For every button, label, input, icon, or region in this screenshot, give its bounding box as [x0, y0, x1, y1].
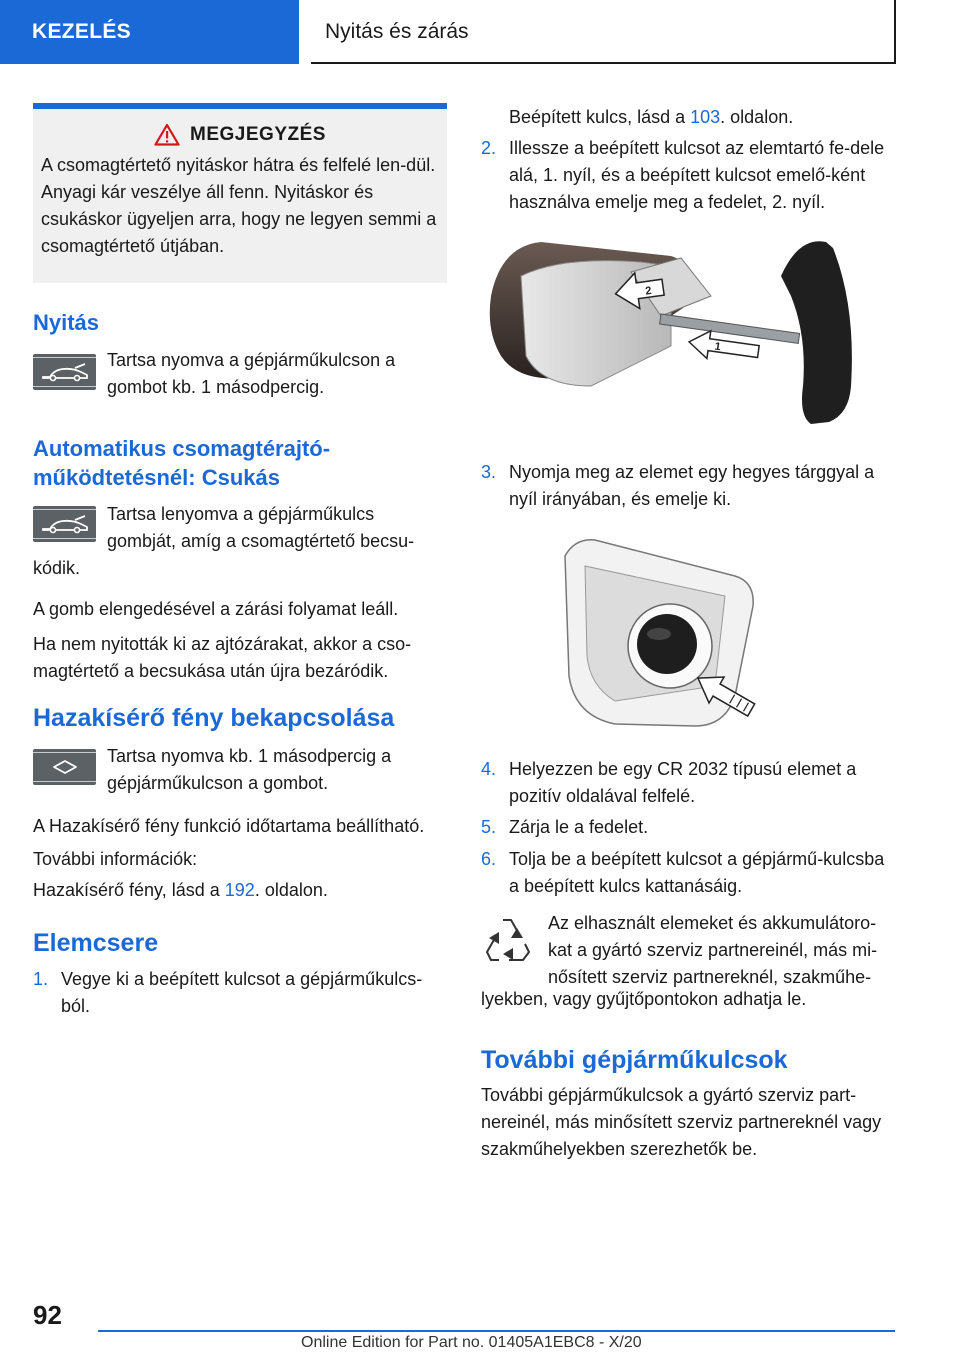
- step-text: Zárja le a fedelet.: [509, 817, 649, 837]
- unlocked-text: Ha nem nyitották ki az ajtózárakat, akkor a cso-magtértető a becsukása után újra bezáródik.: [33, 634, 412, 681]
- footer-edition: Online Edition for Part no. 01405A1EBC8 - X/20: [301, 1334, 642, 1351]
- step-number: 3.: [481, 462, 497, 482]
- step-text: Tolja be a beépített kulcsot a gépjármű-kulcsba a beépített kulcs kattanásáig.: [509, 849, 885, 896]
- more-info-text: További információk:: [33, 849, 198, 869]
- step-number: 6.: [481, 849, 497, 869]
- note-title: MEGJEGYZÉS: [190, 123, 326, 145]
- home-light-icon: [33, 749, 96, 785]
- heading-battery: Elemcsere: [33, 929, 159, 957]
- warning-triangle-icon: [154, 123, 180, 146]
- light-ref-page-link[interactable]: 192: [224, 880, 255, 900]
- heading-light: Hazakísérő fény bekapcsolása: [33, 704, 395, 732]
- light-setting-text: A Hazakísérő fény funkció időtartama beállítható.: [33, 816, 425, 836]
- arrow-2-label: 2: [644, 284, 653, 298]
- battery-compartment-illustration: [555, 536, 775, 736]
- nyitas-text: Tartsa nyomva a gépjárműkulcson a gombot kb. 1 másodpercig.: [107, 350, 396, 397]
- ref-page-link[interactable]: 103: [690, 107, 721, 127]
- light-reference: [33, 877, 328, 904]
- step-text: Illessze a beépített kulcsot az elemtartó fe-dele alá, 1. nyíl, és a beépített kulcsot emelő-ként használva emelje meg a fedelet, 2. nyíl.: [509, 138, 885, 212]
- list-item: [481, 756, 895, 810]
- step-text: Helyezzen be egy CR 2032 típusú elemet a pozitív oldalával felfelé.: [509, 759, 857, 806]
- key-blade-illustration: [481, 236, 895, 436]
- heading-auto-1: Automatikus csomagtérajtó-: [33, 436, 331, 461]
- more-keys-text: További gépjárműkulcsok a gyártó szerviz part-nereinél, más minősített szerviz partnereknél vagy szakműhelyekben szerezhetők be.: [481, 1085, 882, 1159]
- light-text: Tartsa nyomva kb. 1 másodpercig a gépjárműkulcson a gombot.: [107, 746, 392, 793]
- list-item: [481, 814, 895, 841]
- note-title-row: [41, 123, 439, 146]
- chapter-tab: KEZELÉS: [0, 0, 299, 64]
- section-title: Nyitás és zárás: [311, 0, 896, 64]
- header-separator: [299, 0, 311, 64]
- list-item: [481, 459, 895, 513]
- heading-nyitas: Nyitás: [33, 310, 100, 335]
- builtin-key-reference: [509, 104, 793, 131]
- step-number: 5.: [481, 817, 497, 837]
- step-number: 4.: [481, 759, 497, 779]
- recycle-text-3: nősített szerviz partnereknél, szakműhe-: [548, 967, 872, 987]
- arrow-1-label: 1: [713, 340, 722, 354]
- note-text: A csomagtértető nyitáskor hátra és felfelé len-dül. Anyagi kár veszélye áll fenn. Nyitáskor és csukáskor ügyeljen arra, hogy ne legyen semmi a csomagtértető útjában.: [41, 155, 437, 256]
- step-text: Vegye ki a beépített kulcsot a gépjárműkulcs-ból.: [61, 969, 423, 1016]
- auto-text-2: gombját, amíg a csomagtértető becsu-: [107, 531, 415, 551]
- list-item: [33, 966, 447, 1020]
- ref-suffix: . oldalon.: [720, 107, 794, 127]
- note-box: [33, 103, 447, 283]
- light-ref-suffix: . oldalon.: [254, 880, 328, 900]
- step-text: Nyomja meg az elemet egy hegyes tárggyal a nyíl irányában, és emelje ki.: [509, 462, 875, 509]
- recycle-text-4: lyekben, vagy gyűjtőpontokon adhatja le.: [481, 989, 807, 1009]
- trunk-icon: [33, 354, 96, 390]
- list-item: [481, 846, 895, 900]
- recycle-text-1: Az elhasznált elemeket és akkumulátoro-: [548, 913, 877, 933]
- heading-auto-2: működtetésnél: Csukás: [33, 465, 280, 490]
- auto-text-3: kódik.: [33, 558, 81, 578]
- auto-text-1: Tartsa lenyomva a gépjárműkulcs: [107, 504, 375, 524]
- light-ref-prefix: Hazakísérő fény, lásd a: [33, 880, 225, 900]
- trunk-icon: [33, 506, 96, 542]
- recycle-text-2: kat a gyártó szerviz partnereinél, más mi-: [548, 940, 878, 960]
- list-item: [481, 135, 895, 216]
- step-number: 2.: [481, 138, 497, 158]
- footer-rule: [98, 1330, 895, 1332]
- step-number: 1.: [33, 969, 49, 989]
- heading-more-keys: További gépjárműkulcsok: [481, 1046, 788, 1074]
- ref-prefix: Beépített kulcs, lásd a: [509, 107, 691, 127]
- recycle-icon: [481, 914, 537, 966]
- release-text: A gomb elengedésével a zárási folyamat leáll.: [33, 599, 399, 619]
- page-number: 92: [33, 1300, 62, 1330]
